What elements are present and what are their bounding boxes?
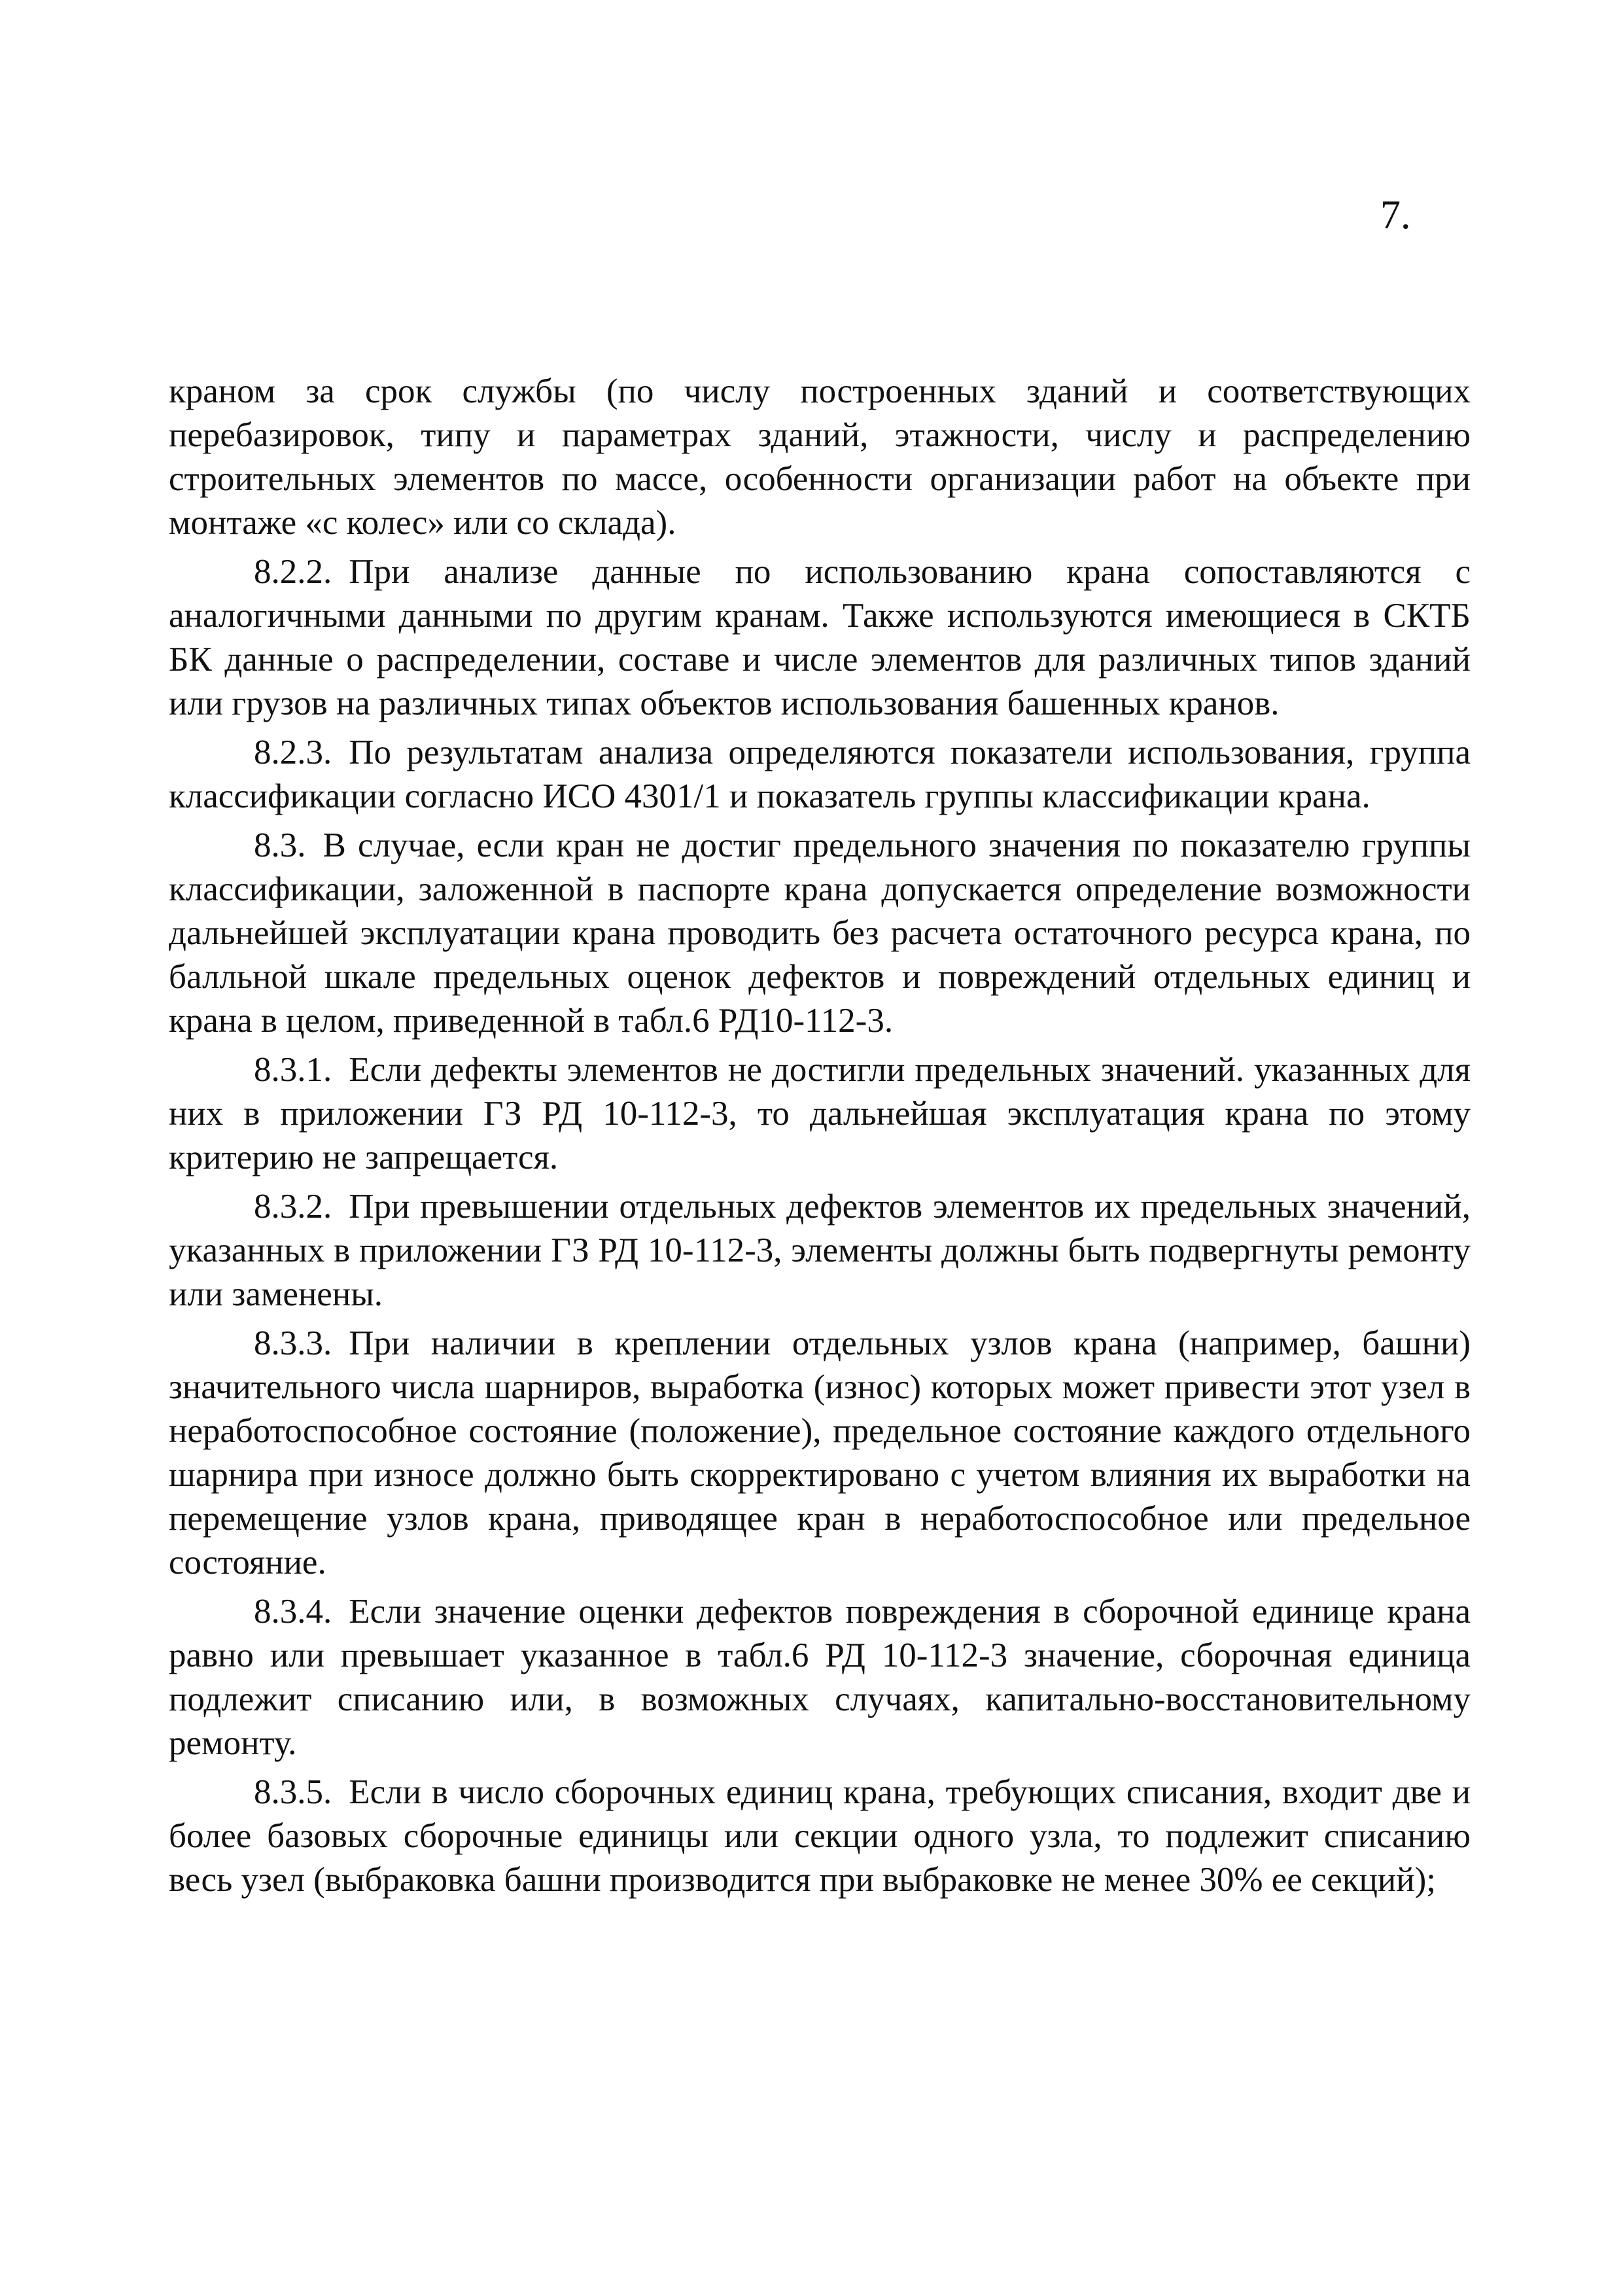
paragraph-8-3-5	[169, 1771, 1471, 1902]
paragraph-8-3	[169, 824, 1471, 1043]
paragraph-8-3-2	[169, 1185, 1471, 1316]
paragraph-8-3-3	[169, 1322, 1471, 1585]
paragraph-text: При анализе данные по использованию крана сопоставляются с аналогичными данными по другим кранам. Также используются имеющиеся в СКТБ БК данные о распределении, составе и числе элементов для различных типов зданий или грузов на различных типах объектов использования башенных кранов.	[169, 553, 1471, 722]
clause-number: 8.3.2.	[254, 1188, 332, 1226]
paragraph-8-3-4	[169, 1590, 1471, 1765]
paragraph-text: Если дефекты элементов не достигли предельных значений. указанных для них в приложении ГЗ РД 10-112-3, то дальнейшая эксплуатация крана по этому критерию не запрещается.	[169, 1051, 1471, 1176]
clause-number: 8.2.2.	[254, 553, 332, 591]
paragraph-continuation	[169, 370, 1471, 545]
page-number: 7.	[1380, 193, 1411, 238]
paragraph-8-2-3	[169, 731, 1471, 819]
paragraph-text: При наличии в креплении отдельных узлов крана (например, башни) значительного числа шарниров, выработка (износ) которых может привести этот узел в неработоспособное состояние (положение), предельное состояние каждого отдельного шарнира при износе должно быть скорректировано с учетом влияния их выработки на перемещение узлов крана, приводящее кран в неработоспособное или предельное состояние.	[169, 1324, 1471, 1581]
clause-number: 8.3.1.	[254, 1051, 332, 1089]
clause-number: 8.3.4.	[254, 1593, 332, 1631]
paragraph-8-2-2	[169, 550, 1471, 726]
paragraph-text: При превышении отдельных дефектов элементов их предельных значений, указанных в приложении ГЗ РД 10-112-3, элементы должны быть подвергнуты ремонту или заменены.	[169, 1188, 1471, 1313]
paragraph-8-3-1	[169, 1048, 1471, 1180]
clause-number: 8.3.	[254, 826, 306, 864]
paragraph-text: В случае, если кран не достиг предельного значения по показателю группы классификации, заложенной в паспорте крана допускается определение возможности дальнейшей эксплуатации крана проводить без расчета остаточного ресурса крана, по балльной шкале предельных оценок дефектов и повреждений отдельных единиц и крана в целом, приведенной в табл.6 РД10-112-3.	[169, 826, 1471, 1040]
paragraph-text: По результатам анализа определяются показатели использования, группа классификации согласно ИСО 4301/1 и показатель группы классификации крана.	[169, 733, 1471, 815]
paragraph-text: краном за срок службы (по числу построенных зданий и соответствующих перебазировок, типу и параметрах зданий, этажности, числу и распределению строительных элементов по массе, особенности организации работ на объекте при монтаже «с колес» или со склада).	[169, 372, 1471, 542]
document-body	[169, 370, 1471, 1907]
clause-number: 8.3.5.	[254, 1773, 332, 1811]
clause-number: 8.2.3.	[254, 733, 332, 771]
clause-number: 8.3.3.	[254, 1324, 332, 1362]
paragraph-text: Если значение оценки дефектов повреждения в сборочной единице крана равно или превышает указанное в табл.6 РД 10-112-3 значение, сборочная единица подлежит списанию или, в возможных случаях, капитально-восстановительному ремонту.	[169, 1593, 1471, 1762]
paragraph-text: Если в число сборочных единиц крана, требующих списания, входит две и более базовых сборочные единицы или секции одного узла, то подлежит списанию весь узел (выбраковка башни производится при выбраковке не менее 30% ее секций);	[169, 1773, 1471, 1899]
